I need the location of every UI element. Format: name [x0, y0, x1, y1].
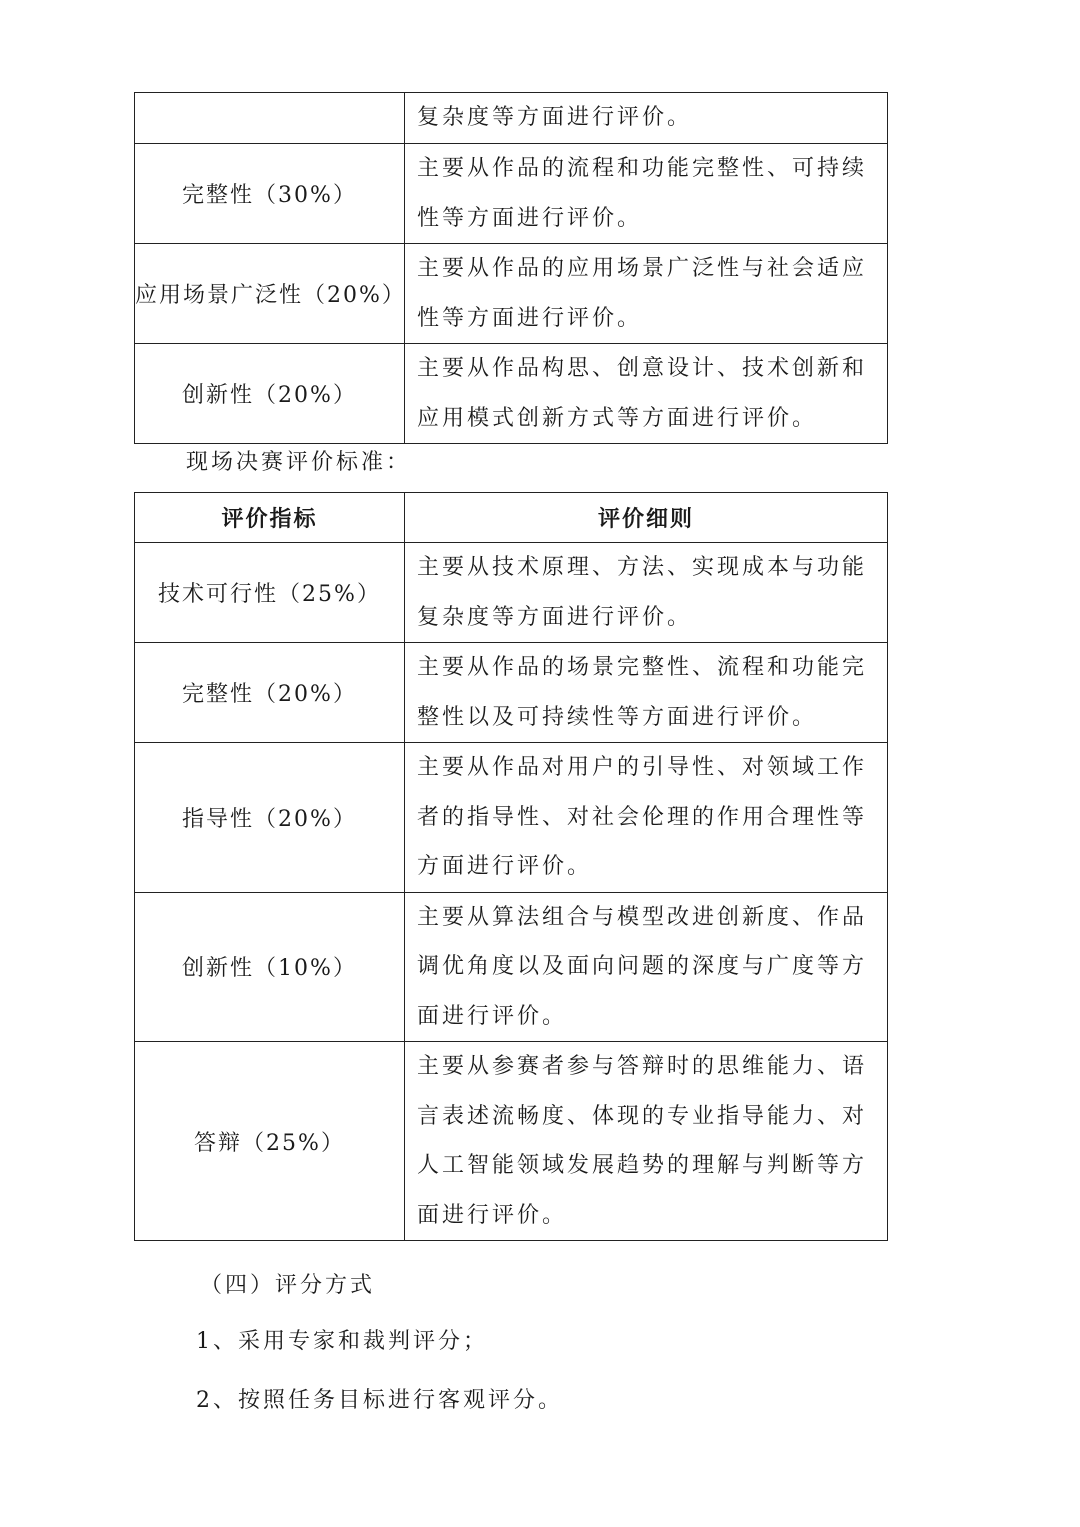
indicator-cell: 指导性（20%）: [135, 743, 405, 893]
indicator-cell: 答辩（25%）: [135, 1042, 405, 1241]
table-header-row: [135, 493, 888, 543]
header-detail: 评价细则: [405, 493, 888, 543]
detail-cell: 复杂度等方面进行评价。: [405, 93, 888, 144]
section-heading: （四）评分方式: [200, 1273, 376, 1298]
table-row: [135, 93, 888, 144]
indicator-cell: [135, 93, 405, 144]
indicator-cell: 创新性（20%）: [135, 344, 405, 444]
table-row: [135, 1042, 888, 1241]
header-indicator: 评价指标: [135, 493, 405, 543]
table-row: [135, 743, 888, 893]
indicator-cell: 应用场景广泛性（20%）: [135, 244, 405, 344]
table-row: [135, 144, 888, 244]
preliminary-criteria-table: [134, 92, 888, 444]
detail-cell: 主要从技术原理、方法、实现成本与功能复杂度等方面进行评价。: [405, 543, 888, 643]
list-item: 1、采用专家和裁判评分；: [196, 1329, 488, 1354]
detail-cell: 主要从作品的流程和功能完整性、可持续性等方面进行评价。: [405, 144, 888, 244]
indicator-cell: 完整性（20%）: [135, 643, 405, 743]
indicator-cell: 技术可行性（25%）: [135, 543, 405, 643]
detail-cell: 主要从算法组合与模型改进创新度、作品调优角度以及面向问题的深度与广度等方面进行评价。: [405, 892, 888, 1042]
indicator-cell: 完整性（30%）: [135, 144, 405, 244]
detail-cell: 主要从作品的场景完整性、流程和功能完整性以及可持续性等方面进行评价。: [405, 643, 888, 743]
table-row: [135, 892, 888, 1042]
final-criteria-caption: 现场决赛评价标准：: [186, 450, 412, 475]
final-criteria-table: [134, 492, 888, 1241]
table-row: [135, 543, 888, 643]
detail-cell: 主要从参赛者参与答辩时的思维能力、语言表述流畅度、体现的专业指导能力、对人工智能领域发展趋势的理解与判断等方面进行评价。: [405, 1042, 888, 1241]
table-row: [135, 244, 888, 344]
list-item: 2、按照任务目标进行客观评分。: [196, 1388, 563, 1413]
detail-cell: 主要从作品的应用场景广泛性与社会适应性等方面进行评价。: [405, 244, 888, 344]
table-row: [135, 344, 888, 444]
detail-cell: 主要从作品构思、创意设计、技术创新和应用模式创新方式等方面进行评价。: [405, 344, 888, 444]
detail-cell: 主要从作品对用户的引导性、对领域工作者的指导性、对社会伦理的作用合理性等方面进行评价。: [405, 743, 888, 893]
table-row: [135, 643, 888, 743]
indicator-cell: 创新性（10%）: [135, 892, 405, 1042]
